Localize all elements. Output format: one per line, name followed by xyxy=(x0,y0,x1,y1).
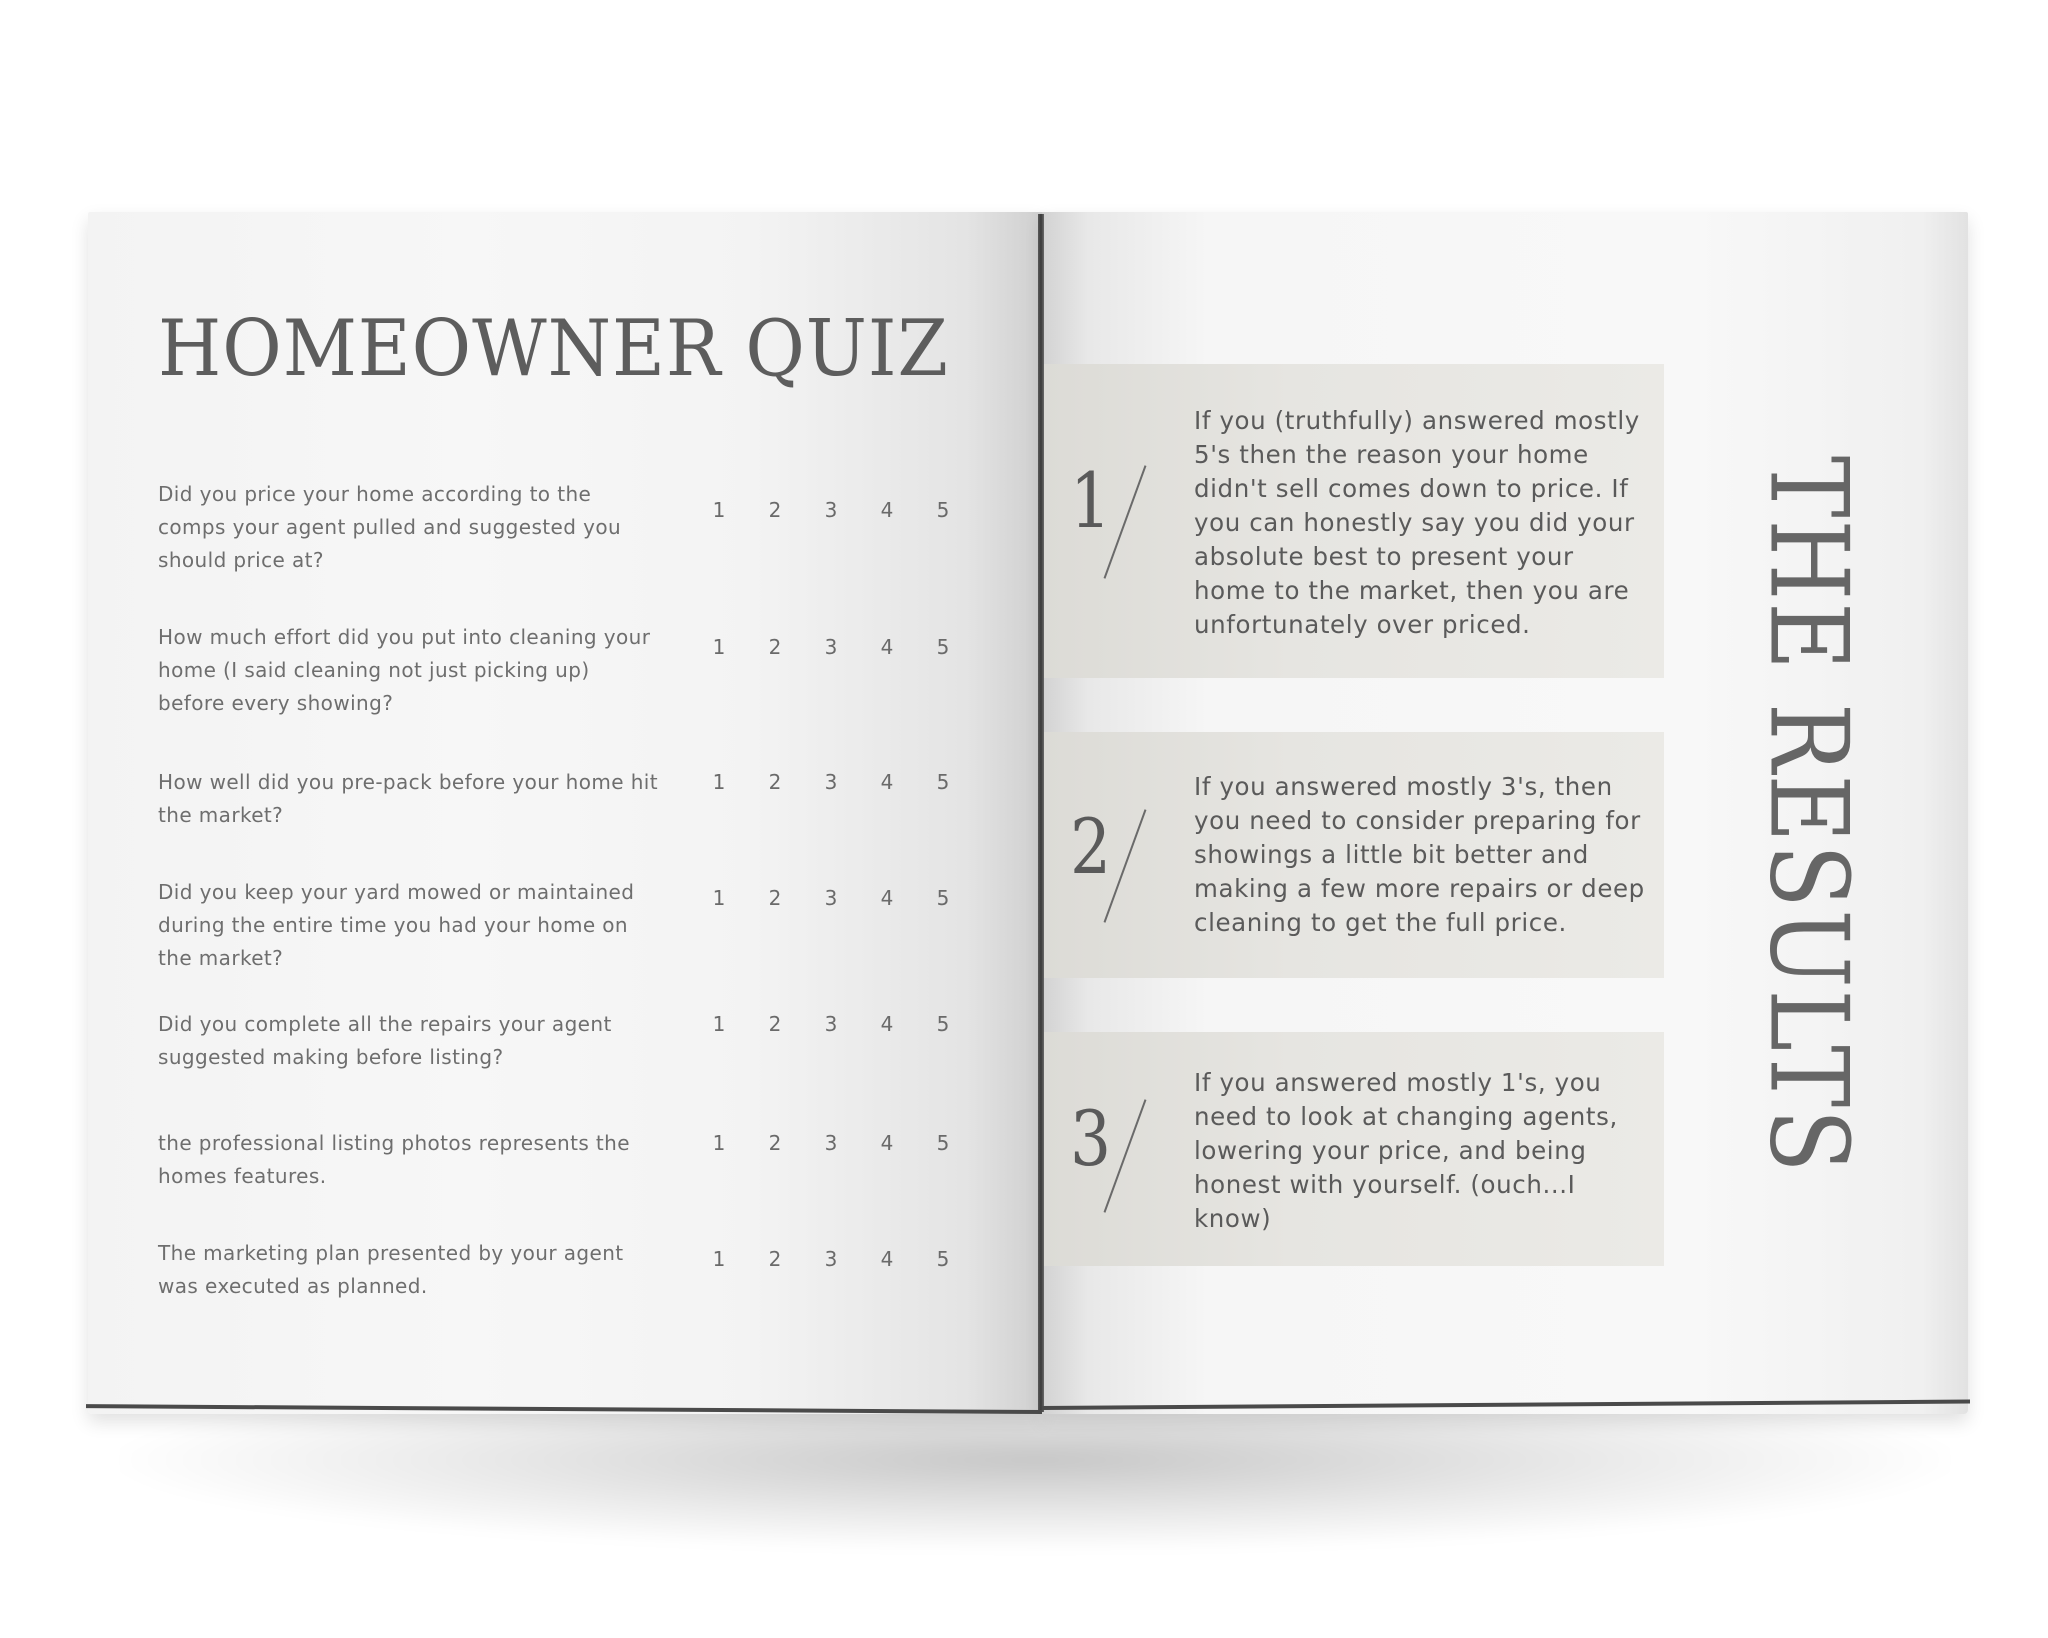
result-card xyxy=(1042,732,1664,978)
rating-option: 1 xyxy=(712,498,726,522)
rating-option: 3 xyxy=(824,886,838,910)
rating-option: 2 xyxy=(768,1012,782,1036)
result-text: If you (truthfully) answered mostly 5's then the reason your home didn't sell comes down to price. If you can honestly say you did your absolute best to present your home to the market, then you are unfortunately over priced. xyxy=(1194,406,1640,639)
quiz-question-row xyxy=(158,621,1038,731)
rating-option: 5 xyxy=(936,886,950,910)
result-number: 1 xyxy=(1070,456,1112,545)
rating-option: 4 xyxy=(880,635,894,659)
quiz-question-row xyxy=(158,1237,1038,1347)
rating-option: 4 xyxy=(880,770,894,794)
rating-option: 4 xyxy=(880,1247,894,1271)
rating-option: 4 xyxy=(880,1131,894,1155)
rating-option: 4 xyxy=(880,498,894,522)
book-spine xyxy=(1038,214,1044,1412)
rating-option: 4 xyxy=(880,886,894,910)
rating-option: 1 xyxy=(712,635,726,659)
quiz-question-text: Did you complete all the repairs your agent suggested making before listing? xyxy=(158,1012,612,1069)
result-card xyxy=(1042,364,1664,678)
quiz-question-row xyxy=(158,876,1038,986)
quiz-question-row xyxy=(158,1127,1038,1237)
rating-option: 1 xyxy=(712,1012,726,1036)
rating-option: 5 xyxy=(936,1247,950,1271)
rating-option: 5 xyxy=(936,770,950,794)
rating-option: 5 xyxy=(936,635,950,659)
quiz-question-row xyxy=(158,766,1038,876)
results-title-text: THE RESULTS xyxy=(1745,455,1871,1175)
rating-option: 3 xyxy=(824,635,838,659)
rating-option: 1 xyxy=(712,1131,726,1155)
quiz-question-text: The marketing plan presented by your agent was executed as planned. xyxy=(158,1241,624,1298)
rating-option: 3 xyxy=(824,498,838,522)
quiz-question-text: Did you keep your yard mowed or maintained during the entire time you had your home on the market? xyxy=(158,880,635,970)
rating-option: 2 xyxy=(768,635,782,659)
quiz-question-row xyxy=(158,1008,1038,1118)
rating-option: 1 xyxy=(712,886,726,910)
rating-option: 5 xyxy=(936,1012,950,1036)
rating-option: 2 xyxy=(768,1131,782,1155)
rating-option: 2 xyxy=(768,886,782,910)
quiz-question-text: How much effort did you put into cleaning your home (I said cleaning not just picking up) before every showing? xyxy=(158,625,651,715)
result-card xyxy=(1042,1032,1664,1266)
rating-option: 2 xyxy=(768,770,782,794)
rating-option: 3 xyxy=(824,1012,838,1036)
quiz-question-row xyxy=(158,478,1038,588)
rating-option: 3 xyxy=(824,1131,838,1155)
result-text: If you answered mostly 1's, you need to look at changing agents, lowering your price, and being honest with yourself. (ouch...I know) xyxy=(1194,1068,1618,1233)
left-page xyxy=(88,212,1042,1414)
quiz-question-text: How well did you pre-pack before your home hit the market? xyxy=(158,770,659,827)
rating-option: 4 xyxy=(880,1012,894,1036)
rating-option: 5 xyxy=(936,498,950,522)
rating-option: 1 xyxy=(712,770,726,794)
rating-option: 3 xyxy=(824,1247,838,1271)
result-number: 3 xyxy=(1070,1094,1112,1183)
results-title xyxy=(1745,410,1871,1220)
rating-option: 3 xyxy=(824,770,838,794)
rating-option: 2 xyxy=(768,1247,782,1271)
right-page xyxy=(1042,212,1968,1414)
quiz-question-text: Did you price your home according to the comps your agent pulled and suggested you should price at? xyxy=(158,482,622,572)
rating-option: 1 xyxy=(712,1247,726,1271)
rating-option: 5 xyxy=(936,1131,950,1155)
quiz-title: HOMEOWNER QUIZ xyxy=(158,304,949,394)
quiz-question-text: the professional listing photos represents the homes features. xyxy=(158,1131,630,1188)
result-number: 2 xyxy=(1070,802,1112,891)
result-text: If you answered mostly 3's, then you need to consider preparing for showings a little bit better and making a few more repairs or deep cleaning to get the full price. xyxy=(1194,772,1645,937)
rating-option: 2 xyxy=(768,498,782,522)
